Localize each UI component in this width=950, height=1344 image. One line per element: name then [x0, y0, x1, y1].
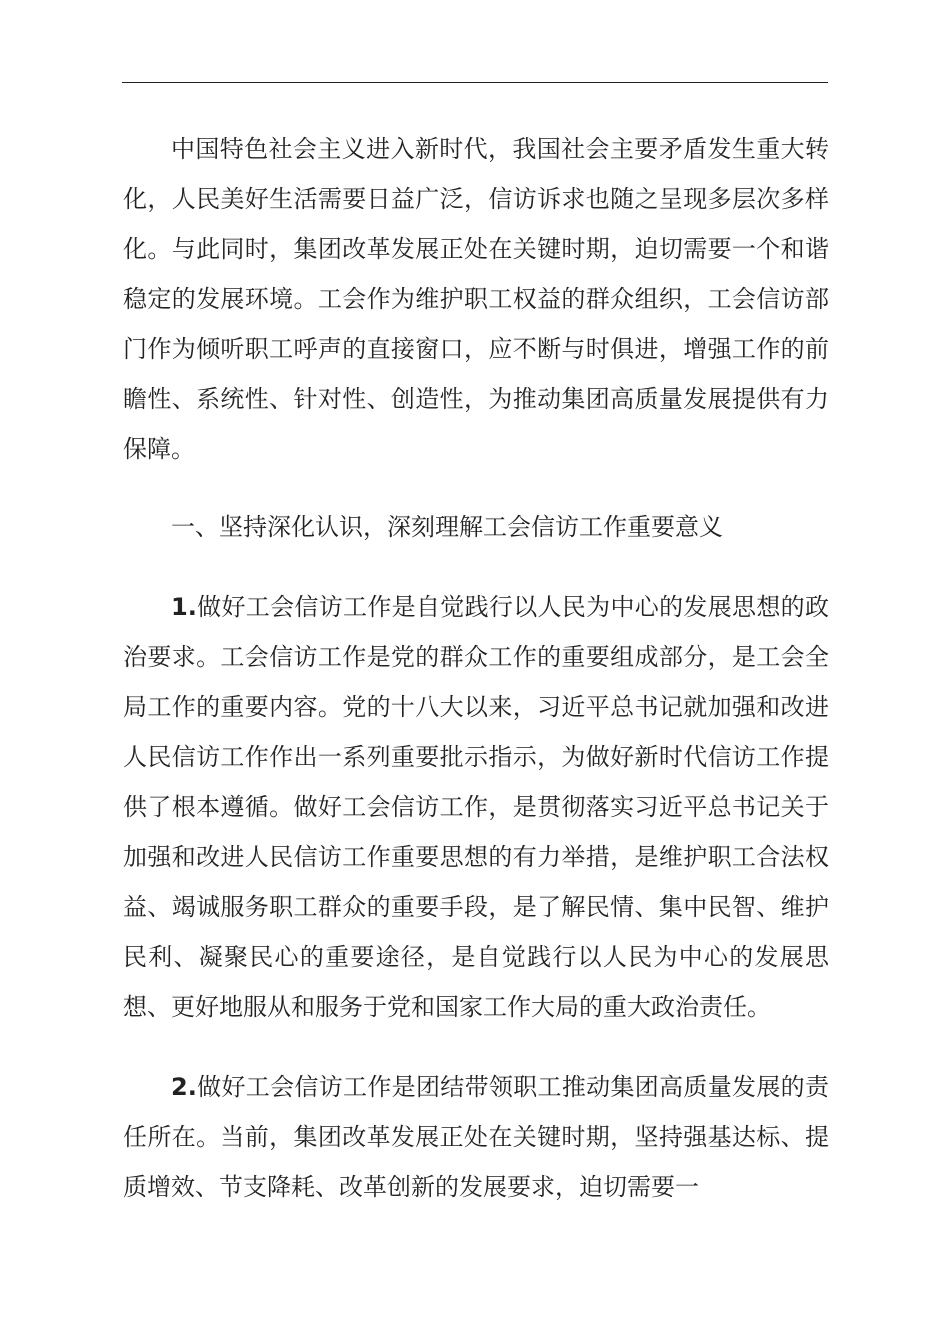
- point-paragraph-1: [123, 582, 829, 1032]
- document-body: [123, 124, 829, 1212]
- paragraph-text: 做好工会信访工作是团结带领职工推动集团高质量发展的责任所在。当前，集团改革发展正处在关键时期，坚持强基达标、提质增效、节支降耗、改革创新的发展要求，迫切需要一: [123, 1073, 829, 1201]
- paragraph-number: 1.: [171, 593, 197, 621]
- point-paragraph-2: [123, 1062, 829, 1212]
- paragraph-text: 做好工会信访工作是自觉践行以人民为中心的发展思想的政治要求。工会信访工作是党的群众工作的重要组成部分，是工会全局工作的重要内容。党的十八大以来，习近平总书记就加强和改进人民信访工作作出一系列重要批示指示，为做好新时代信访工作提供了根本遵循。做好工会信访工作，是贯彻落实习近平总书记关于加强和改进人民信访工作重要思想的有力举措，是维护职工合法权益、竭诚服务职工群众的重要手段，是了解民情、集中民智、维护民利、凝聚民心的重要途径，是自觉践行以人民为中心的发展思想、更好地服从和服务于党和国家工作大局的重大政治责任。: [123, 593, 829, 1021]
- header-rule: [122, 82, 828, 83]
- paragraph-text: 中国特色社会主义进入新时代，我国社会主要矛盾发生重大转化，人民美好生活需要日益广泛，信访诉求也随之呈现多层次多样化。与此同时，集团改革发展正处在关键时期，迫切需要一个和谐稳定的发展环境。工会作为维护职工权益的群众组织，工会信访部门作为倾听职工呼声的直接窗口，应不断与时俱进，增强工作的前瞻性、系统性、针对性、创造性，为推动集团高质量发展提供有力保障。: [123, 135, 829, 463]
- paragraph-number: 2.: [171, 1073, 197, 1101]
- intro-paragraph: [123, 124, 829, 474]
- paragraph-text: 一、坚持深化认识，深刻理解工会信访工作重要意义: [171, 513, 723, 541]
- section-heading: [123, 502, 829, 552]
